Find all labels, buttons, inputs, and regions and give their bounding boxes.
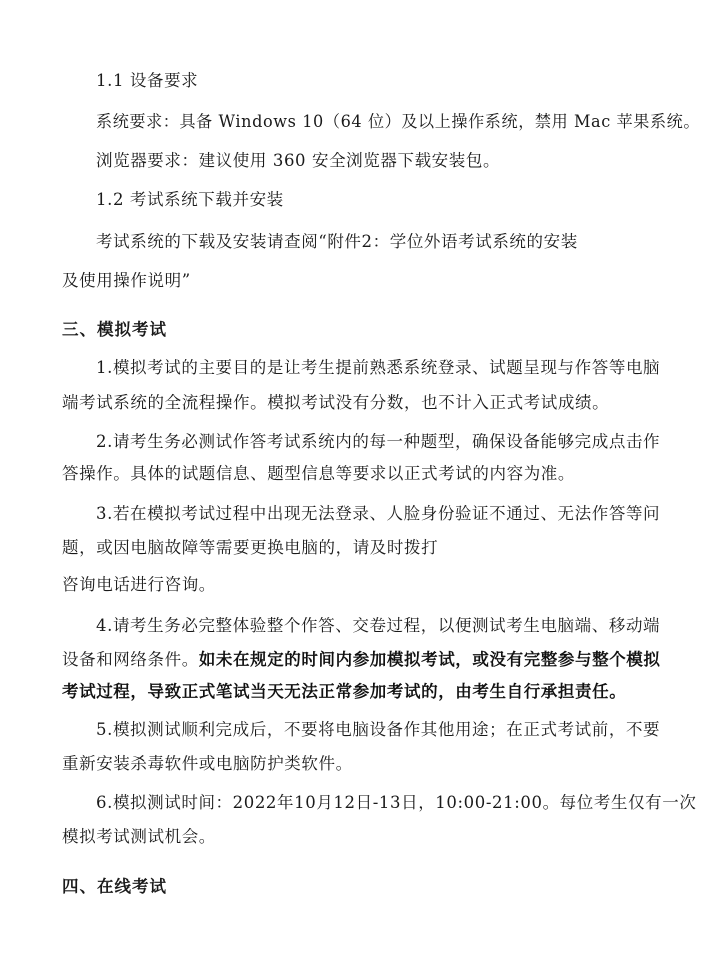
para-6-line2: 模拟考试测试机会。 [62,827,216,846]
install-instructions-line1: 考试系统的下载及安装请查阅“附件2：学位外语考试系统的安装 [96,232,578,251]
para-4-line3-bold: 考试过程，导致正式笔试当天无法正常参加考试的，由考生自行承担责任。 [62,682,627,701]
section-4-heading: 四、在线考试 [62,877,167,896]
install-instructions-line2: 及使用操作说明” [62,271,191,290]
para-1-line2: 端考试系统的全流程操作。模拟考试没有分数，也不计入正式考试成绩。 [62,393,610,412]
section-1-2-title: 1.2 考试系统下载并安装 [96,190,284,209]
para-1-line1: 1.模拟考试的主要目的是让考生提前熟悉系统登录、试题呈现与作答等电脑 [96,358,661,377]
para-4-line2-bold: 如未在规定的时间内参加模拟考试，或没有完整参与整个模拟 [198,650,661,669]
para-5-line2: 重新安装杀毒软件或电脑防护类软件。 [62,754,353,773]
system-requirement: 系统要求：具备 Windows 10（64 位）及以上操作系统，禁用 Mac 苹果系统。 [96,112,701,131]
para-4-line2-normal: 设备和网络条件。 [62,650,199,669]
para-3-line3: 咨询电话进行咨询。 [62,575,216,594]
browser-requirement: 浏览器要求：建议使用 360 安全浏览器下载安装包。 [96,151,501,170]
para-4-line2 [62,649,661,671]
para-3-line2: 题，或因电脑故障等需要更换电脑的，请及时拨打 [62,538,439,557]
para-2-line1: 2.请考生务必测试作答考试系统内的每一种题型，确保设备能够完成点击作 [96,432,661,451]
section-3-heading: 三、模拟考试 [62,320,167,339]
para-6-line1: 6.模拟测试时间：2022年10月12日-13日，10:00-21:00。每位考生仅有一次 [96,793,697,812]
para-5-line1: 5.模拟测试顺利完成后，不要将电脑设备作其他用途；在正式考试前，不要 [96,720,661,739]
para-2-line2: 答操作。具体的试题信息、题型信息等要求以正式考试的内容为准。 [62,464,575,483]
para-3-line1: 3.若在模拟考试过程中出现无法登录、人脸身份验证不通过、无法作答等问 [96,504,661,523]
section-1-1-title: 1.1 设备要求 [96,71,199,90]
para-4-line1: 4.请考生务必完整体验整个作答、交卷过程，以便测试考生电脑端、移动端 [96,616,661,635]
